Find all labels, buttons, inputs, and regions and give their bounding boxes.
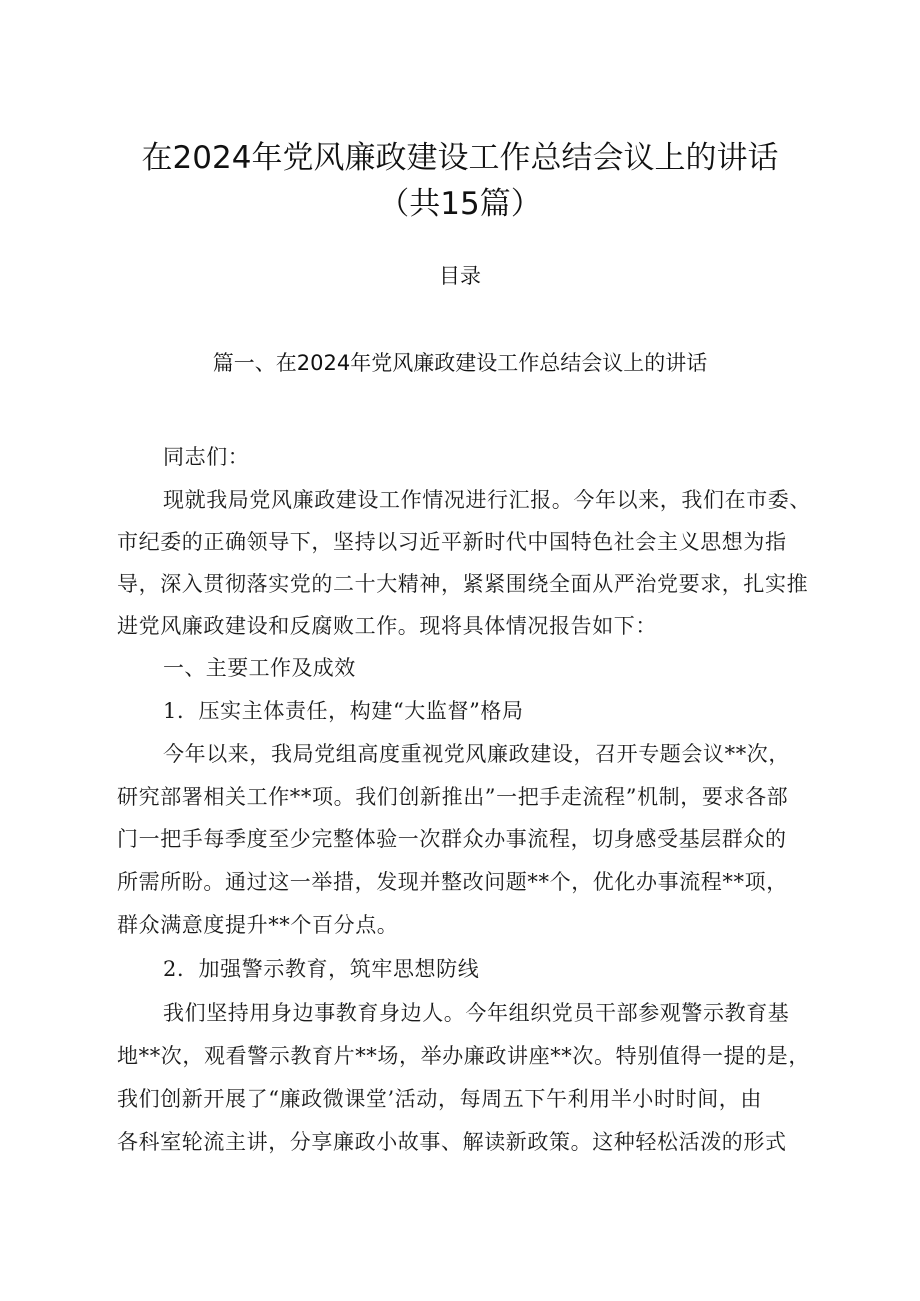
body-line: 所需所盼。通过这一举措，发现并整改问题**个，优化办事流程**项， <box>117 870 788 894</box>
document-title-line-1: 在2024年党风廉政建设工作总结会议上的讲话 <box>141 140 779 176</box>
salutation: 同志们： <box>163 445 250 469</box>
subsection-heading-2: 2．加强警示教育，筑牢思想防线 <box>163 957 480 981</box>
section-heading-1: 一、主要工作及成效 <box>163 656 356 680</box>
body-line: 导，深入贯彻落实党的二十大精神，紧紧围绕全面从严治党要求，扎实推 <box>117 572 809 596</box>
body-line: 市纪委的正确领导下，坚持以习近平新时代中国特色社会主义思想为指 <box>117 530 787 554</box>
document-title-line-2: （共15篇） <box>378 186 542 222</box>
body-line: 我们创新开展了“廉政微课堂’活动，每周五下午利用半小时时间，由 <box>117 1087 763 1111</box>
toc-item-1: 篇一、在2024年党风廉政建设工作总结会议上的讲话 <box>212 351 708 375</box>
body-line: 各科室轮流主讲，分享廉政小故事、解读新政策。这种轻松活泼的形式 <box>117 1130 787 1154</box>
body-line: 今年以来，我局党组高度重视党风廉政建设，召开专题会议**次， <box>163 742 790 766</box>
toc-heading: 目录 <box>439 264 481 288</box>
body-line: 进党风廉政建设和反腐败工作。现将具体情况报告如下： <box>117 614 657 638</box>
body-line: 门一把手每季度至少完整体验一次群众办事流程，切身感受基层群众的 <box>117 827 787 851</box>
body-line: 地**次，观看警示教育片**场，举办廉政讲座**次。特别值得一提的是， <box>117 1044 810 1068</box>
body-line: 现就我局党风廉政建设工作情况进行汇报。今年以来，我们在市委、 <box>163 488 811 512</box>
subsection-heading-1: 1．压实主体责任，构建“大监督”格局 <box>163 699 524 723</box>
body-line: 我们坚持用身边事教育身边人。今年组织党员干部参观警示教育基 <box>163 1001 790 1025</box>
body-line: 群众满意度提升**个百分点。 <box>117 913 399 937</box>
body-line: 研究部署相关工作**项。我们创新推出”一把手走流程”机制，要求各部 <box>117 785 789 809</box>
